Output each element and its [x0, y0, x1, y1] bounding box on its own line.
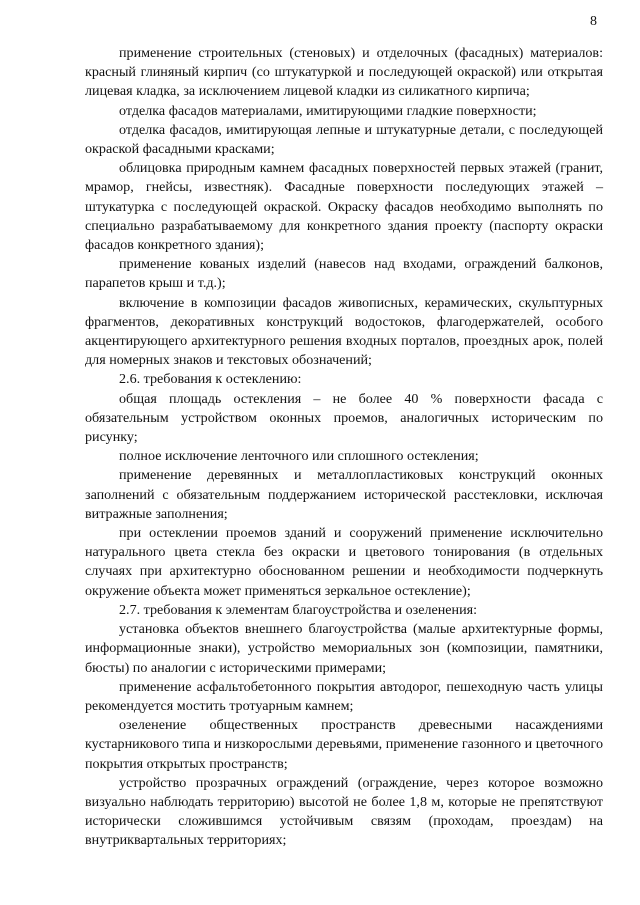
paragraph-paving: применение асфальтобетонного покрытия автодорог, пешеходную часть улицы рекомендуется мостить тротуарным камнем; — [85, 678, 603, 714]
paragraph-stucco-details: отделка фасадов, имитирующая лепные и штукатурные детали, с последующей окраской фасадными красками; — [85, 121, 603, 158]
page-number: 8 — [590, 14, 597, 29]
paragraph-window-frames: применение деревянных и металлопластиковых конструкций оконных заполнений с обязательным поддержанием исторической расстекловки, исключая витражные заполнения; — [85, 467, 603, 522]
paragraph-forged-items: применение кованых изделий (навесов над входами, ограждений балконов, парапетов крыш и т.д.); — [85, 256, 603, 292]
paragraph-stone-cladding: облицовка природным камнем фасадных поверхностей первых этажей (гранит, мрамор, гнейсы, известняк). Фасадные поверхности последующих этажей – штукатурка с последующей окраской. Окраску фасадов необходимо выполнять по специально разрабатываемому для конкретного здания проекту (паспорту окраски фасадов конкретного здания); — [85, 160, 603, 254]
paragraph-facade-composition: включение в композиции фасадов живописных, керамических, скульптурных фрагментов, декоративных конструкций водостоков, флагодержателей, особого акцентирующего архитектурного решения входных порталов, проездных арок, полей для номерных знаков и текстовых обозначений; — [85, 294, 603, 369]
paragraph-greening: озеленение общественных пространств древесными насаждениями кустарникового типа и низкорослыми деревьями, применение газонного и цветочного покрытия открытых пространств; — [85, 717, 603, 772]
section-heading-landscaping: 2.7. требования к элементам благоустройства и озеленения: — [119, 601, 478, 618]
paragraph-wall-materials: применение строительных (стеновых) и отделочных (фасадных) материалов: красный глиняный кирпич (со штукатуркой и последующей окраской) или открытая лицевая кладка, за исключением лицевой кладки из силикатного кирпича; — [85, 45, 603, 100]
paragraph-glass-color: при остеклении проемов зданий и сооружений применение исключительно натурального цвета стекла без окраски и цветового тонирования (в отдельных случаях при архитектурно обоснованном решении и необходимости подчеркнуть окружение объекта может применяться зеркальное остекление); — [85, 525, 603, 599]
paragraph-fences: устройство прозрачных ограждений (ограждение, через которое возможно визуально наблюдать территорию) высотой не более 1,8 м, которые не препятствуют исторически сложившимся устойчивым связям (проходам, проездам) на внутриквартальных территориях; — [85, 774, 603, 849]
paragraph-smooth-finish: отделка фасадов материалами, имитирующими гладкие поверхности; — [119, 102, 537, 119]
paragraph-glazing-area: общая площадь остекления – не более 40 % поверхности фасада с обязательным устройством оконных проемов, аналогичных историческим по рисунку; — [85, 390, 603, 446]
document-body — [85, 44, 603, 851]
section-heading-glazing: 2.6. требования к остеклению: — [119, 371, 302, 388]
paragraph-no-ribbon-glazing: полное исключение ленточного или сплошного остекления; — [119, 448, 479, 465]
paragraph-outdoor-objects: установка объектов внешнего благоустройства (малые архитектурные формы, информационные знаки), устройство мемориальных зон (композиции, памятники, бюсты) по аналогии с историческими примерами; — [85, 621, 603, 676]
